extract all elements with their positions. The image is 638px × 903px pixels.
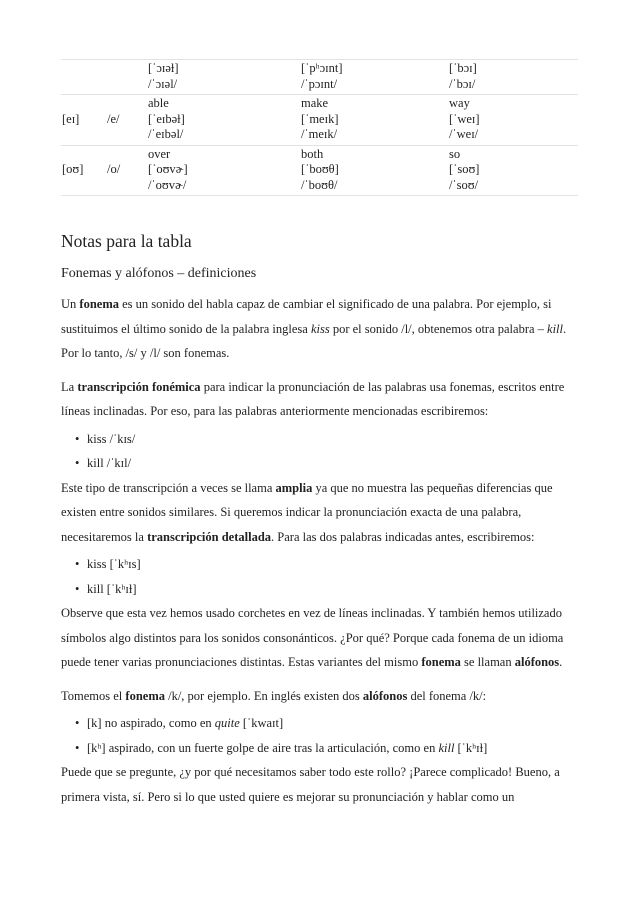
text: es un sonido del habla capaz de cambiar el significado de una palabra. Por ejemplo, si sustituimos el último sonido de la palabra inglesa bbox=[61, 297, 552, 336]
table-cell-line: /ˈboʊθ/ bbox=[301, 177, 338, 192]
bold-term: alófonos bbox=[362, 688, 408, 703]
bold-term: fonema bbox=[79, 297, 119, 311]
text: La bbox=[61, 379, 78, 394]
table-cell-line: /ˈɔɪəl/ bbox=[148, 76, 178, 91]
table-cell-line: /ˈbɔɪ/ bbox=[449, 76, 476, 91]
table-row bbox=[61, 95, 578, 146]
section-heading: Notas para la tabla bbox=[61, 231, 192, 251]
list-item bbox=[87, 736, 581, 761]
table-cell-line: make bbox=[301, 96, 329, 110]
table-cell-line: [ˈbɔɪ] bbox=[449, 61, 477, 75]
table-cell-line: /ˈmeɪk/ bbox=[301, 127, 338, 141]
table-row bbox=[61, 145, 578, 196]
table-cell-line: [ˈeɪbəɫ] bbox=[148, 111, 185, 126]
text: [k] no aspirado, como en bbox=[87, 716, 215, 730]
table-cell-line: /ˈsoʊ/ bbox=[449, 177, 479, 192]
table-cell-word bbox=[449, 60, 578, 95]
table-cell-line: both bbox=[301, 146, 324, 161]
italic-word: kill bbox=[438, 740, 455, 755]
text: Observe que esta vez hemos usado corchetes en vez de líneas inclinadas. Y también hemos utilizado símbolos algo distintos para los sonidos consonánticos. ¿Por qué? Porque cada fonema de un idioma puede tener varias pronunciaciones distintas. Estas variantes del mismo bbox=[61, 606, 564, 669]
document-page bbox=[61, 0, 581, 809]
italic-word: quite bbox=[214, 716, 240, 730]
bold-term: fonema bbox=[125, 688, 165, 703]
bold-term: fonema bbox=[421, 655, 461, 669]
text: [kʰ] aspirado, con un fuerte golpe de aire tras la articulación, como en bbox=[87, 740, 439, 755]
bold-term: amplia bbox=[275, 480, 313, 495]
paragraph-k-example bbox=[61, 684, 581, 709]
table-cell-symbol: [eɪ] bbox=[61, 95, 107, 146]
table-cell-word bbox=[148, 95, 301, 146]
table-cell-line: so bbox=[449, 146, 461, 161]
italic-word: kiss bbox=[310, 321, 330, 336]
table-cell-symbol: [oʊ] bbox=[61, 145, 107, 196]
table-cell-phoneme: /e/ bbox=[107, 95, 148, 146]
table-cell-word bbox=[449, 95, 578, 146]
text: se llaman bbox=[460, 655, 515, 669]
paragraph-allophones bbox=[61, 601, 581, 675]
table-cell-line: /ˈpɔɪnt/ bbox=[301, 76, 338, 91]
text: /k/, por ejemplo. En inglés existen dos bbox=[164, 688, 363, 703]
table-cell-word bbox=[301, 95, 449, 146]
text: Este tipo de transcripción a veces se llama bbox=[61, 480, 276, 495]
example-list-phonemic bbox=[61, 427, 581, 476]
list-item: • kiss /ˈkɪs/ bbox=[87, 427, 581, 452]
table-cell-line: /ˈweɪ/ bbox=[449, 127, 479, 141]
table-cell-line: [ˈmeɪk] bbox=[301, 111, 339, 126]
text: Un bbox=[61, 297, 80, 311]
text: . Por lo tanto, /s/ y /l/ son fonemas. bbox=[61, 321, 567, 360]
paragraph-fonema-definition bbox=[61, 292, 581, 366]
text: del fonema /k/: bbox=[407, 688, 487, 703]
italic-word: kill bbox=[547, 321, 563, 336]
table-cell-symbol bbox=[61, 60, 107, 95]
table-cell-phoneme: /o/ bbox=[107, 145, 148, 196]
table-cell-line: [ˈpʰɔɪnt] bbox=[301, 61, 343, 75]
bold-term: alófonos bbox=[514, 655, 560, 669]
list-item: • kill [ˈkʰɪɫ] bbox=[87, 577, 581, 602]
table-cell-line: [ˈɔɪəɫ] bbox=[148, 61, 179, 75]
table-cell-line: way bbox=[449, 96, 470, 110]
text: [ˈkʰɪɫ] bbox=[454, 740, 488, 755]
text: . Para las dos palabras indicadas antes, escribiremos: bbox=[271, 529, 535, 544]
table-cell-phoneme bbox=[107, 60, 148, 95]
table-cell-word bbox=[301, 60, 449, 95]
table-cell-word bbox=[148, 145, 301, 196]
paragraph-closing: Puede que se pregunte, ¿y por qué necesitamos saber todo este rollo? ¡Parece complicado! Bueno, a primera vista, sí. Pero si lo que usted quiere es mejorar su pronunciación y hablar como un bbox=[61, 765, 560, 804]
allophone-list bbox=[61, 711, 581, 760]
example-list-narrow bbox=[61, 552, 581, 601]
table-cell-word bbox=[301, 145, 449, 196]
table-cell-word bbox=[449, 145, 578, 196]
table-cell-line: able bbox=[148, 96, 169, 110]
list-item: • kill /ˈkɪl/ bbox=[87, 451, 581, 476]
text: por el sonido /l/, obtenemos otra palabra – bbox=[329, 321, 548, 336]
bold-term: transcripción fonémica bbox=[77, 379, 201, 394]
list-item bbox=[87, 711, 581, 736]
text: ya que no muestra las pequeñas diferencias que existen entre sonidos similares. Si queremos indicar la pronunciación exacta de una palabra, necesitaremos la bbox=[61, 480, 553, 544]
text: . bbox=[559, 655, 563, 669]
table-cell-line: /ˈoʊvɚ/ bbox=[148, 177, 187, 192]
text: para indicar la pronunciación de las palabras usa fonemas, escritos entre líneas inclinadas. Por eso, para las palabras anteriormente mencionadas escribiremos: bbox=[61, 379, 565, 418]
table-cell-line: [ˈoʊvɚ] bbox=[148, 162, 188, 176]
paragraph-broad-transcription bbox=[61, 476, 581, 550]
paragraph-phonemic-transcription bbox=[61, 375, 581, 424]
text: [ˈkwaɪt] bbox=[239, 716, 284, 730]
table-cell-line: [ˈsoʊ] bbox=[449, 162, 480, 176]
table-cell-word bbox=[148, 60, 301, 95]
bold-term: transcripción detallada bbox=[147, 529, 272, 544]
subsection-heading: Fonemas y alófonos – definiciones bbox=[61, 266, 257, 281]
phonetic-table bbox=[61, 59, 578, 196]
table-cell-line: /ˈeɪbəl/ bbox=[148, 127, 184, 141]
table-cell-line: [ˈboʊθ] bbox=[301, 162, 339, 176]
table-cell-line: [ˈweɪ] bbox=[449, 111, 480, 126]
table-row bbox=[61, 60, 578, 95]
list-item: • kiss [ˈkʰɪs] bbox=[87, 552, 581, 577]
table-cell-line: over bbox=[148, 146, 171, 161]
text: Tomemos el bbox=[61, 688, 126, 703]
